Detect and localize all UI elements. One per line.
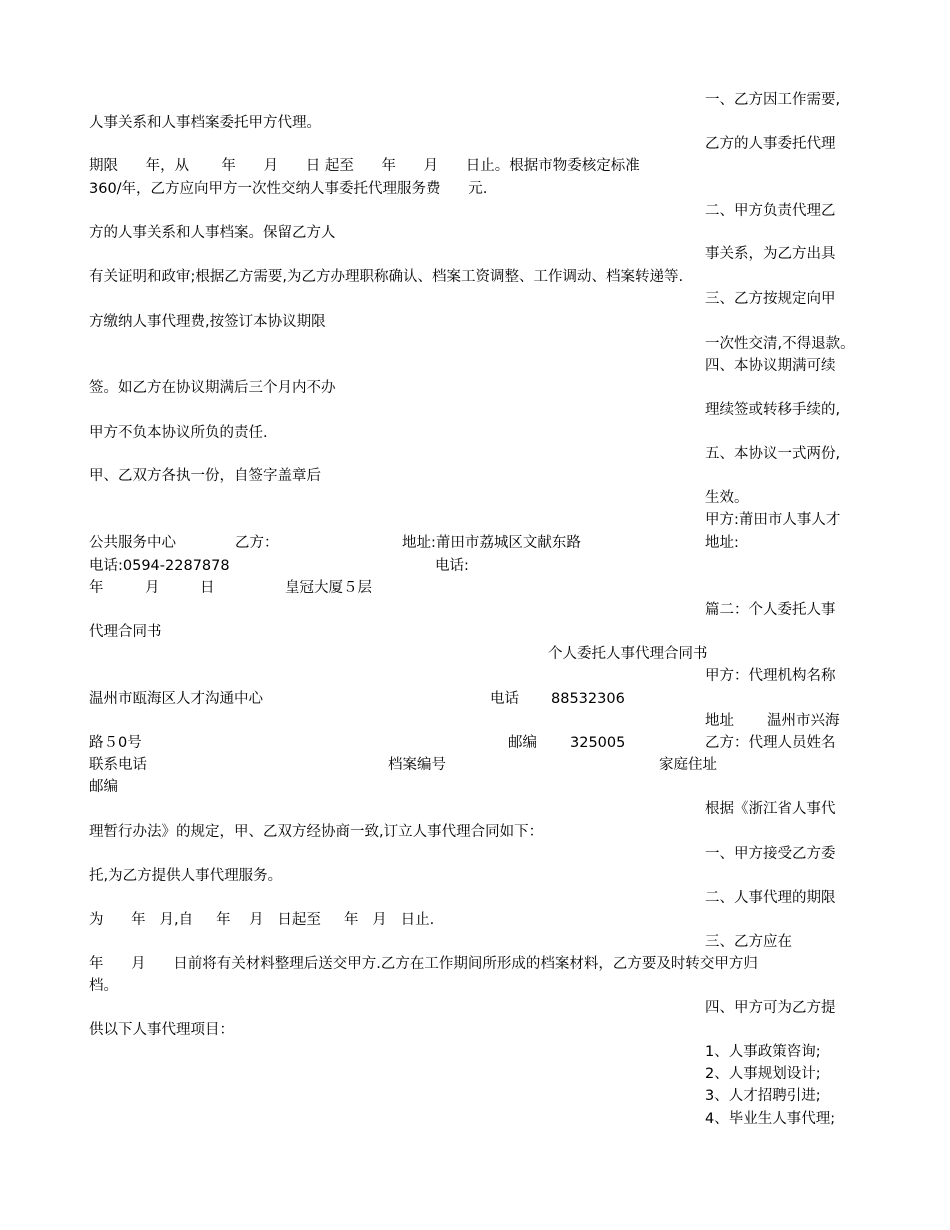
text-line: 事关系，为乙方出具 [705, 246, 836, 262]
text-line: 日 [200, 580, 215, 596]
text-line: 甲方:莆田市人事人才 [705, 512, 841, 528]
text-line: 理续签或转移手续的, [705, 402, 841, 418]
text-line: 代理合同书 [89, 624, 162, 640]
text-line: 档。 [89, 978, 118, 994]
text-line: 四、本协议期满可续 [705, 358, 836, 374]
text-line: 电话:0594-2287878 [89, 558, 230, 574]
text-line: 温州市兴海 [767, 713, 840, 729]
text-line: 根据《浙江省人事代 [705, 801, 836, 817]
text-line: 档案编号 [388, 757, 446, 773]
text-line: 有关证明和政审;根据乙方需要,为乙方办理职称确认、档案工资调整、工作调动、档案转递等. [89, 269, 684, 285]
text-line: 一、甲方接受乙方委 [705, 846, 836, 862]
text-line: 邮编 [508, 735, 537, 751]
text-line: 理暂行办法》的规定，甲、乙双方经协商一致,订立人事代理合同如下： [89, 824, 544, 840]
text-line: 人事关系和人事档案委托甲方代理。 [89, 115, 321, 131]
text-line: 一次性交清,不得退款。 [705, 336, 855, 352]
text-line: 四、甲方可为乙方提 [705, 1000, 836, 1016]
text-line: 月 [145, 580, 160, 596]
text-line: 期限 年，从 年 月 日 起至 年 月 日止。根据市物委核定标准 [89, 158, 640, 174]
text-line: 地址 [705, 713, 734, 729]
text-line: 325005 [570, 735, 626, 751]
text-line: 电话 [490, 691, 519, 707]
text-line: 邮编 [89, 779, 118, 795]
text-line: 为 年 月,自 年 月 日起至 年 月 日止. [89, 912, 435, 928]
text-line: 乙方：代理人员姓名 [705, 735, 836, 751]
text-line: 路５0号 [89, 735, 142, 751]
text-line: 1、人事政策咨询; [705, 1044, 821, 1060]
text-line: 乙方： [235, 535, 279, 551]
text-line: 二、甲方负责代理乙 [705, 203, 836, 219]
text-line: 地址:莆田市荔城区文献东路 [402, 535, 581, 551]
text-line: 二、人事代理的期限 [705, 890, 836, 906]
text-line: 供以下人事代理项目： [89, 1022, 234, 1038]
text-line: 皇冠大厦５层 [285, 580, 372, 596]
text-line: 篇二：个人委托人事 [705, 602, 836, 618]
text-line: 乙方的人事委托代理 [705, 136, 836, 152]
text-line: 88532306 [551, 691, 625, 707]
text-line: 甲方不负本协议所负的责任. [89, 425, 268, 441]
text-line: 3、人才招聘引进; [705, 1088, 821, 1104]
text-line: 公共服务中心 [89, 535, 176, 551]
text-line: 2、人事规划设计; [705, 1066, 821, 1082]
text-line: 联系电话 [89, 757, 147, 773]
text-line: 地址: [705, 535, 739, 551]
text-line: 4、毕业生人事代理; [705, 1111, 836, 1127]
text-line: 电话: [435, 558, 469, 574]
text-line: 一、乙方因工作需要, [705, 92, 841, 108]
text-line: 个人委托人事代理合同书 [548, 646, 708, 662]
text-line: 甲、乙双方各执一份，自签字盖章后 [89, 468, 321, 484]
text-line: 方的人事关系和人事档案。保留乙方人 [89, 225, 336, 241]
text-line: 托,为乙方提供人事代理服务。 [89, 868, 283, 884]
text-line: 方缴纳人事代理费,按签订本协议期限 [89, 314, 326, 330]
text-line: 360/年，乙方应向甲方一次性交纳人事委托代理服务费 元. [89, 181, 488, 197]
text-line: 年 [89, 580, 104, 596]
text-line: 生效。 [705, 490, 749, 506]
text-line: 温州市瓯海区人才沟通中心 [89, 691, 263, 707]
text-line: 签。如乙方在协议期满后三个月内不办 [89, 380, 336, 396]
text-line: 五、本协议一式两份, [705, 446, 841, 462]
text-line: 年 月 日前将有关材料整理后送交甲方.乙方在工作期间所形成的档案材料，乙方要及时转交甲方归 [89, 956, 758, 972]
text-line: 三、乙方应在 [705, 934, 792, 950]
text-line: 三、乙方按规定向甲 [705, 291, 836, 307]
text-line: 甲方：代理机构名称 [705, 668, 836, 684]
text-line: 家庭住址 [659, 757, 717, 773]
